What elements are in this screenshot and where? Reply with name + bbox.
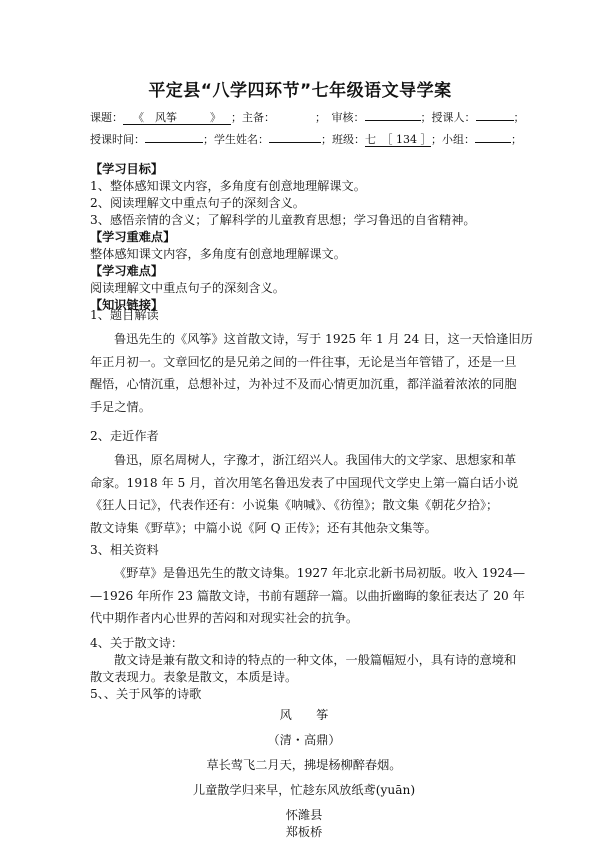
goal-item: 1、整体感知课文内容，多角度有创意地理解课文。 [90,179,366,193]
group-label: ；小组： [431,133,475,146]
goals-heading: 【学习目标】 [90,162,164,176]
time-label: 授课时间： [90,133,145,146]
section-title: 4、关于散文诗： [90,636,184,650]
learning-sections [90,161,518,314]
paragraph-line: 散文诗集《野草》；中篇小说《阿 Q 正传》；还有其他杂文集等。 [90,520,437,535]
review-label: ； 审核： [315,111,365,124]
paragraph-line: 鲁迅，原名周树人，字豫才，浙江绍兴人。我国伟大的文学家、思想家和革 [114,453,517,467]
document-title: 平定县“八学四环节”七年级语文导学案 [148,81,452,101]
review-blank [365,120,421,121]
section-title-materials [90,542,518,559]
meta-row-2 [90,131,522,147]
difficulty-heading: 【学习难点】 [90,264,164,278]
paragraph-line: 代中期作者内心世界的苦闷和对现实社会的抗争。 [90,611,359,625]
poem-title: 风 筝 [279,708,329,722]
section-title: 1、题目解读 [90,308,159,322]
section-prose-poetry [90,635,518,703]
section-title: 5、、关于风筝的诗歌 [90,687,202,701]
row1-end: ； [513,111,525,124]
group-blank [475,142,511,143]
poem-line: 草长莺飞二月天，拂堤杨柳醉春烟。 [206,758,402,772]
key-text: 整体感知课文内容，多角度有创意地理解课文。 [90,247,346,261]
materials-paragraph [90,562,526,630]
paragraph-line: 命家。1918 年 5 月，首次用笔名鲁迅发表了中国现代文学史上第一篇白话小说 [90,475,519,490]
poem-author: 郑板桥 [285,825,323,839]
paragraph-line: 年正月初一。文章回忆的是兄弟之间的一件往事，无论是当年管错了，还是一旦 [90,354,517,369]
teacher-label: ；授课人： [420,111,476,124]
goal-item: 2、阅读理解文中重点句子的深刻含义。 [90,196,305,210]
paragraph-line: 《野草》是鲁迅先生的散文诗集。1927 年北京北新书局初版。收入 1924— [114,566,526,580]
section-title-author [90,428,518,445]
poem-line: 儿童散学归来早，忙趁东风放纸鸢(yuān) [192,783,416,797]
topic-value: 《 风筝 》 [123,111,231,125]
paragraph-line: 醒悟，心情沉重，总想补过，为补过不及而心情更加沉重，都洋溢着浓浓的同胞 [90,377,517,391]
title-reading-paragraph [90,328,533,418]
poem-title: 怀潍县 [285,808,323,822]
paragraph-line: 鲁迅先生的《风筝》这首散文诗，写于 1925 年 1 月 24 日，这一天恰逢旧历 [114,332,533,346]
goal-item: 3、感悟亲情的含义；了解科学的儿童教育思想；学习鲁迅的自省精神。 [90,213,476,227]
paragraph-line: 散文诗是兼有散文和诗的特点的一种文体，一般篇幅短小，具有诗的意境和 [114,653,517,667]
topic-label: 课题： [90,111,123,124]
teacher-blank [476,120,514,121]
meta-row-1 [90,109,525,125]
poem-weixian [90,807,518,841]
key-heading: 【学习重难点】 [90,230,176,244]
student-blank [269,142,321,143]
class-label: ；班级： [321,133,365,146]
paragraph-line: —1926 年所作 23 篇散文诗，书前有题辞一篇。以曲折幽晦的象征表达了 20 年 [90,588,525,603]
section-title: 3、相关资料 [90,543,159,557]
time-blank [145,142,203,143]
lead-label: ；主备： [231,111,275,124]
class-value: 七 ［ 134 ］ [365,133,432,146]
paragraph-line: 手足之情。 [90,399,151,414]
poem-author: （清・高鼎） [267,733,341,747]
knowledge-heading: 【知识链接】 [90,298,164,312]
paragraph-line: 散文表现力。表象是散文，本质是诗。 [90,670,298,684]
author-paragraph [90,449,518,539]
poem-kite [90,707,518,799]
difficulty-text: 阅读理解文中重点句子的深刻含义。 [90,281,285,295]
paragraph-line: 《狂人日记》，代表作还有：小说集《呐喊》、《彷徨》；散文集《朝花夕拾》； [90,498,499,512]
section-title: 2、走近作者 [90,429,159,443]
section-title-reading [90,307,518,324]
student-label: ；学生姓名： [203,133,269,146]
row2-end: ； [511,133,522,146]
